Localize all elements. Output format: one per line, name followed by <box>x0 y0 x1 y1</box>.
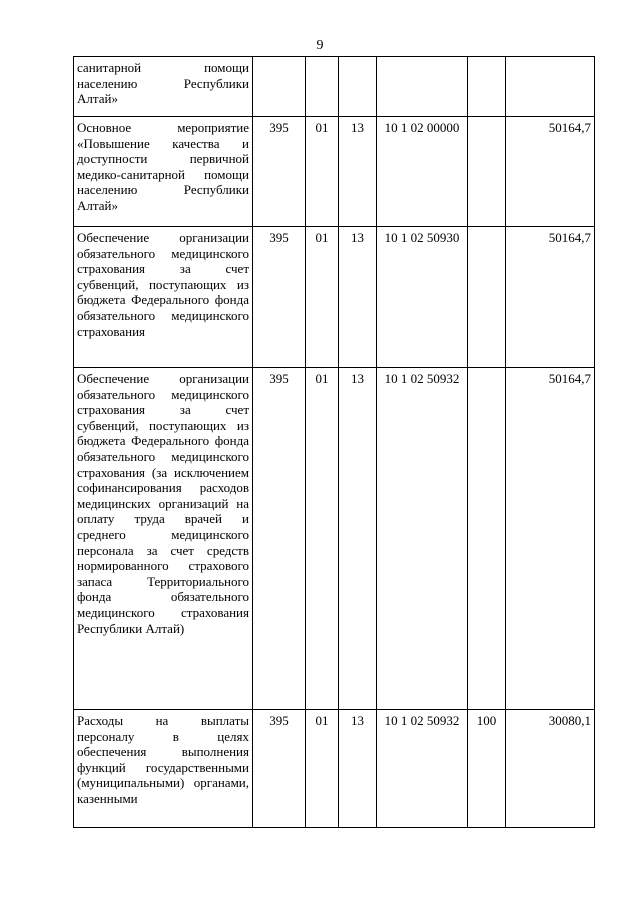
amount-cell: 50164,7 <box>506 117 595 227</box>
section-code-cell: 01 <box>306 117 339 227</box>
amount-cell <box>506 57 595 117</box>
table-row <box>74 710 595 828</box>
subsection-code-cell <box>339 57 377 117</box>
target-article-code-cell: 10 1 02 50932 <box>377 368 468 710</box>
row-name-cell: санитарной помощи населению Республики Алтай» <box>74 57 253 117</box>
expense-type-code-cell <box>468 227 506 368</box>
table-row <box>74 368 595 710</box>
amount-cell: 50164,7 <box>506 368 595 710</box>
section-code-cell: 01 <box>306 710 339 828</box>
grbs-code-cell: 395 <box>253 117 306 227</box>
expense-type-code-cell <box>468 117 506 227</box>
target-article-code-cell: 10 1 02 50932 <box>377 710 468 828</box>
grbs-code-cell: 395 <box>253 710 306 828</box>
expense-type-code-cell <box>468 368 506 710</box>
expense-type-code-cell <box>468 57 506 117</box>
amount-cell: 30080,1 <box>506 710 595 828</box>
grbs-code-cell <box>253 57 306 117</box>
target-article-code-cell: 10 1 02 00000 <box>377 117 468 227</box>
table-row <box>74 117 595 227</box>
expense-type-code-cell: 100 <box>468 710 506 828</box>
row-name-cell: Обеспечение организации обязательного медицинского страхования за счет субвенций, поступающих из бюджета Федерального фонда обязательного медицинского страхования <box>74 227 253 368</box>
grbs-code-cell: 395 <box>253 368 306 710</box>
table-row <box>74 227 595 368</box>
row-name-cell: Основное мероприятие «Повышение качества и доступности первичной медико-санитарной помощи населению Республики Алтай» <box>74 117 253 227</box>
subsection-code-cell: 13 <box>339 710 377 828</box>
section-code-cell: 01 <box>306 368 339 710</box>
target-article-code-cell <box>377 57 468 117</box>
page-number: 9 <box>316 38 324 53</box>
target-article-code-cell: 10 1 02 50930 <box>377 227 468 368</box>
grbs-code-cell: 395 <box>253 227 306 368</box>
section-code-cell: 01 <box>306 227 339 368</box>
amount-cell: 50164,7 <box>506 227 595 368</box>
row-name-cell: Расходы на выплаты персоналу в целях обеспечения выполнения функций государственными (муниципальными) органами, казенными <box>74 710 253 828</box>
section-code-cell <box>306 57 339 117</box>
subsection-code-cell: 13 <box>339 227 377 368</box>
subsection-code-cell: 13 <box>339 368 377 710</box>
row-name-cell: Обеспечение организации обязательного медицинского страхования за счет субвенций, поступающих из бюджета Федерального фонда обязательного медицинского страхования (за исключением софинансирования расходов медицинских организаций на оплату труда врачей и среднего медицинского персонала за счет средств нормированного страхового запаса Территориального фонда обязательного медицинского страхования Республики Алтай) <box>74 368 253 710</box>
table-row <box>74 57 595 117</box>
budget-table <box>73 56 595 828</box>
subsection-code-cell: 13 <box>339 117 377 227</box>
